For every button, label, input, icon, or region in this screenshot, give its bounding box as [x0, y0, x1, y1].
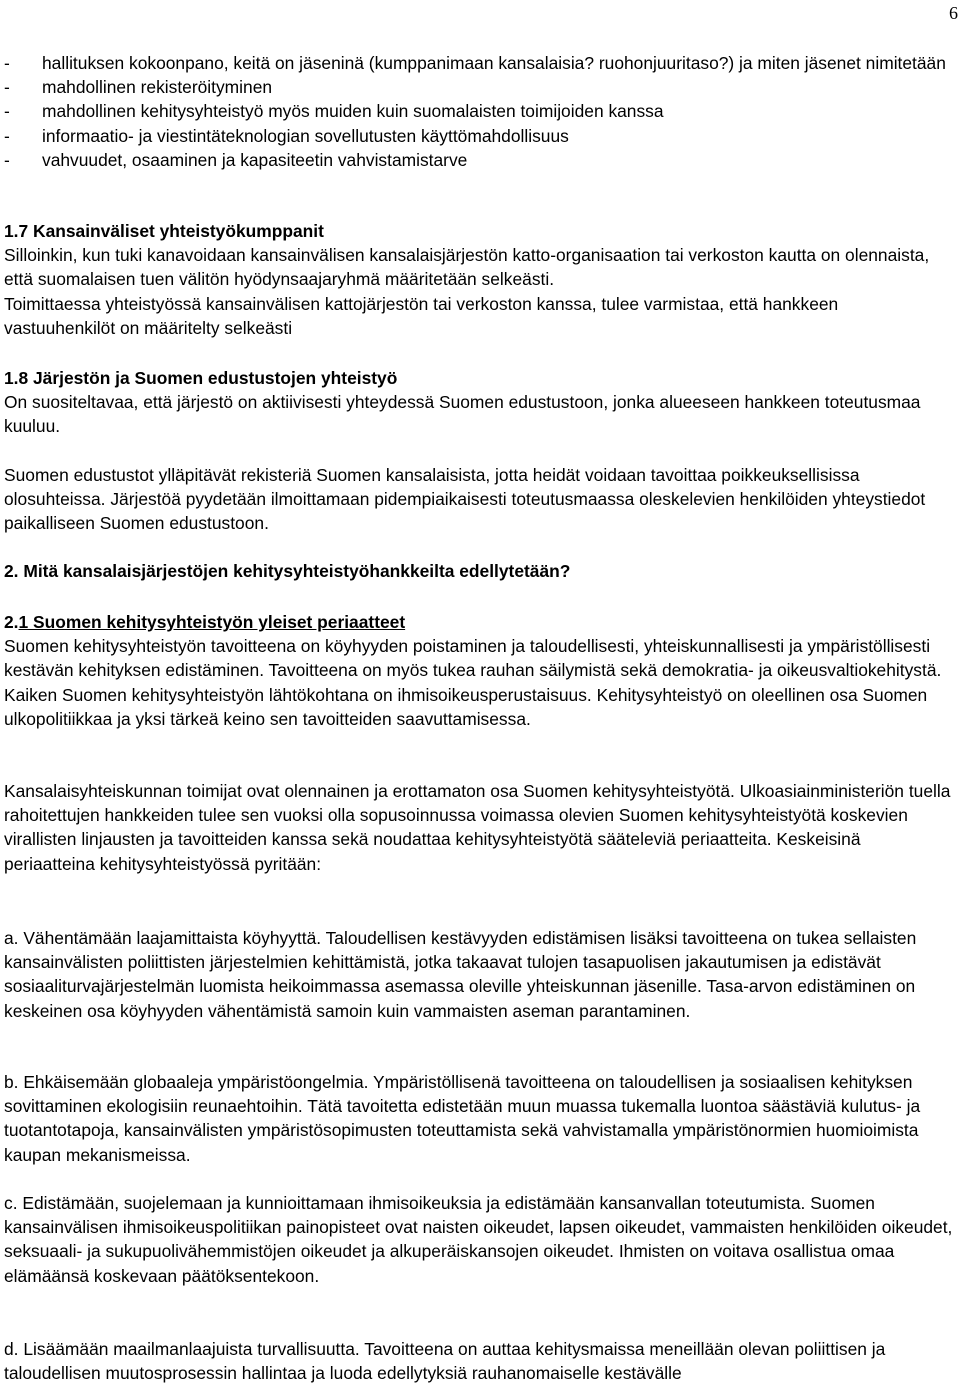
bullet-text: mahdollinen kehitysyhteistyö myös muiden kuin suomalaisten toimijoiden kanssa: [42, 101, 664, 122]
bullet-text: hallituksen kokoonpano, keitä on jäseninä (kumppanimaan kansalaisia? ruohonjuuritaso?) ja miten jäsenet nimitetään: [42, 53, 946, 73]
bullet-dash: -: [4, 149, 10, 170]
paragraph: Kansalaisyhteiskunnan toimijat ovat olennainen ja erottamaton osa Suomen kehitysyhteistyötä. Ulkoasiainministeriön tuella rahoitettujen hankkeiden tulee sen vuoksi olla sopusoinnussa voimassa olevien Suomen kehitysyhteistyötä koskevien virallisten linjausten ja tavoitteiden kanssa sekä noudattaa kehitysyhteistyötä sääteleviä periaatteita. Keskeisinä periaatteina kehitysyhteistyössä pyritään:: [4, 781, 951, 874]
paragraph: On suositeltavaa, että järjestö on aktiivisesti yhteydessä Suomen edustustoon, jonka alueeseen hankkeen toteutusmaa kuuluu.: [4, 392, 921, 437]
section-2-1: [4, 610, 954, 731]
bullet-text: vahvuudet, osaaminen ja kapasiteetin vahvistamistarve: [42, 149, 468, 170]
list-item: b. Ehkäisemään globaaleja ympäristöongelmia. Ympäristöllisenä tavoitteena on taloudellisen ja sosiaalisen kehityksen sovittaminen ekologisiin reunaehtoihin. Tätä tavoitetta edistetään muun muassa tukemalla luontoa säästäviä kulutus- ja tuotantotapoja, kansainvälisten ympäristösopimusten toteuttamista sekä vahvistamalla ympäristönormien huomioimista kaupan mekanismeissa.: [4, 1072, 921, 1165]
principle-c: [4, 1191, 954, 1288]
list-item: d. Lisäämään maailmanlaajuista turvallisuutta. Tavoitteena on auttaa kehitysmaissa meneillään olevan poliittisen ja taloudellisen muutosprosessin hallintaa ja luoda edellytyksiä rauhanomaiselle kestävälle: [4, 1339, 886, 1384]
principle-a: [4, 926, 954, 1023]
list-item: [4, 75, 954, 99]
paragraph: Suomen kehitysyhteistyön tavoitteena on köyhyyden poistaminen ja taloudellisesti, yhteiskunnallisesti ja ympäristöllisesti kestävän kehityksen edistäminen. Tavoitteena on myös tukea rauhan säilymistä sekä demokratia- ja oikeusvaltiokehitystä. Kaiken Suomen kehitysyhteistyön lähtökohtana on ihmisoikeusperustaisuus. Kehitysyhteistyö on oleellinen osa Suomen ulkopolitiikkaa ja yksi tärkeä keino sen tavoitteiden saavuttamisessa.: [4, 636, 942, 729]
bullet-dash: -: [4, 77, 10, 98]
list-item: a. Vähentämään laajamittaista köyhyyttä. Taloudellisen kestävyyden edistämisen lisäksi tavoitteena on tukea sellaisten kansainvälisten poliittisten järjestelmien kehittämistä, jotka takaavat tulojen tasapuolisen jakautumisen ja edistävät sosiaaliturvajärjestelmän luomista heikoimmassa asemassa oleville yhteiskunnan jäsenille. Tasa-arvon edistäminen on keskeinen osa köyhyyden vähentämistä samoin kuin vammaisten aseman parantaminen.: [4, 928, 917, 1021]
bullet-dash: -: [4, 125, 10, 146]
bullet-dash: -: [4, 101, 10, 122]
bullet-text: informaatio- ja viestintäteknologian sovellutusten käyttömahdollisuus: [42, 125, 569, 146]
section-heading: 1.8 Järjestön ja Suomen edustustojen yhteistyö: [4, 368, 398, 388]
section-2-1-para2: [4, 779, 954, 876]
paragraph: Silloinkin, kun tuki kanavoidaan kansainvälisen kansalaisjärjestön katto-organisaation tai verkoston kautta on olennaista, että suomalaisen tuen välitön hyödynsaajaryhmä määritetään selkeästi.: [4, 245, 930, 290]
bullet-list: [4, 51, 954, 172]
heading-number: 2.: [4, 612, 19, 632]
section-1-8: [4, 366, 954, 439]
list-item: [4, 51, 954, 75]
section-2: [4, 559, 954, 583]
list-item: [4, 99, 954, 123]
list-item: [4, 148, 954, 172]
paragraph: Toimittaessa yhteistyössä kansainvälisen kattojärjestön tai verkoston kanssa, tulee varmistaa, että hankkeen vastuuhenkilöt on määritelty selkeästi: [4, 293, 839, 338]
page-number: 6: [949, 3, 958, 23]
principle-b: [4, 1070, 954, 1167]
section-heading: [4, 610, 954, 634]
heading-title: 1 Suomen kehitysyhteistyön yleiset periaatteet: [18, 612, 406, 632]
section-heading: 1.7 Kansainväliset yhteistyökumppanit: [4, 221, 324, 241]
section-1-7: [4, 219, 954, 340]
bullet-text: mahdollinen rekisteröityminen: [42, 77, 273, 98]
list-item: c. Edistämään, suojelemaan ja kunnioittamaan ihmisoikeuksia ja edistämään kansanvallan toteutumista. Suomen kansainvälisen ihmisoikeuspolitiikan painopisteet ovat naisten oikeudet, lapsen oikeudet, vammaisten henkilöiden oikeudet, seksuaali- ja sukupuolivähemmistöjen oikeudet ja alkuperäiskansojen oikeudet. Ihmisten on voitava osallistua omaa elämäänsä koskevaan päätöksentekoon.: [4, 1193, 953, 1286]
section-1-8-continued: [4, 463, 954, 536]
list-item: [4, 124, 954, 148]
bullet-dash: -: [4, 53, 10, 73]
paragraph: Suomen edustustot ylläpitävät rekisteriä Suomen kansalaisista, jotta heidät voidaan tavoittaa poikkeuksellisissa olosuhteissa. Järjestöä pyydetään ilmoittamaan pidempiaikaisesti toteutusmaassa oleskelevien henkilöiden yhteystiedot paikalliseen Suomen edustustoon.: [4, 465, 926, 534]
section-heading: 2. Mitä kansalaisjärjestöjen kehitysyhteistyöhankkeilta edellytetään?: [4, 561, 571, 581]
principle-d: [4, 1337, 954, 1385]
